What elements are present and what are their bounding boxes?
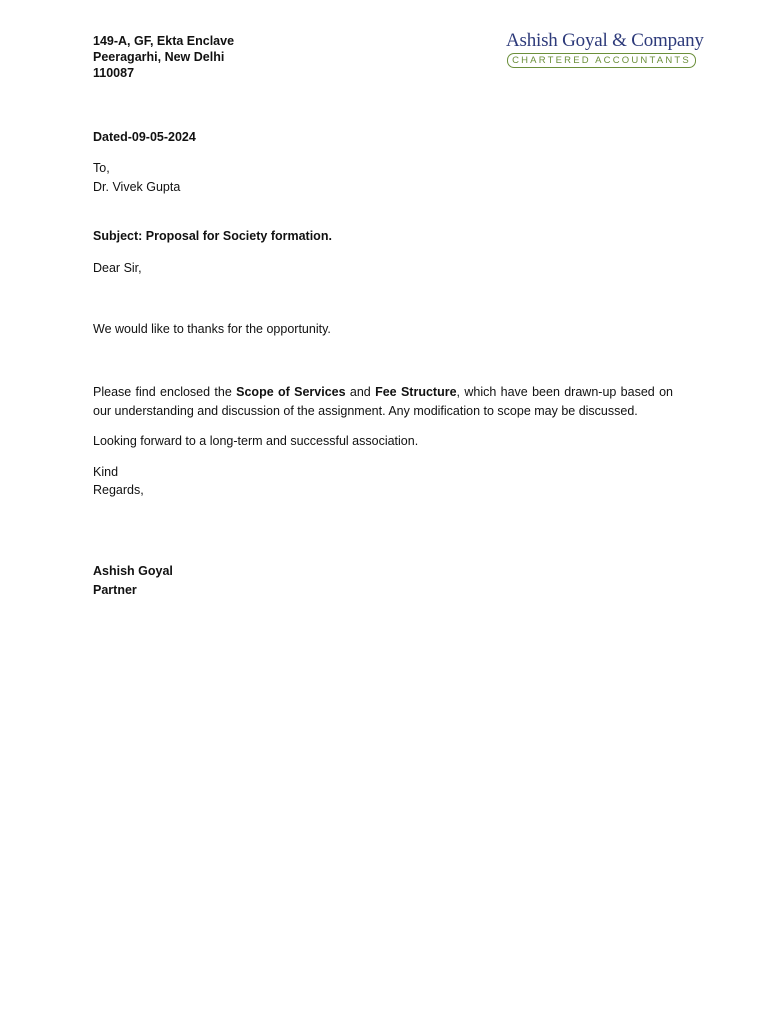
- logo-company-name: Ashish Goyal & Company: [506, 30, 704, 51]
- body-paragraph-1: We would like to thanks for the opportunity.: [93, 322, 331, 336]
- recipient-name: Dr. Vivek Gupta: [93, 180, 181, 194]
- letter-date: Dated-09-05-2024: [93, 130, 196, 144]
- letter-subject: Subject: Proposal for Society formation.: [93, 229, 332, 243]
- paragraph-2-and: and: [345, 385, 376, 399]
- paragraph-2-lead: Please find enclosed the: [93, 385, 237, 399]
- body-paragraph-3: Looking forward to a long-term and successful association.: [93, 434, 419, 448]
- logo-tagline: CHARTERED ACCOUNTANTS: [507, 53, 696, 68]
- scope-of-services-term: Scope of Services: [236, 385, 346, 399]
- to-label: To,: [93, 161, 110, 175]
- company-logo: [506, 28, 704, 72]
- signatory-name: Ashish Goyal: [93, 564, 173, 578]
- closing-line-1: Kind: [93, 465, 119, 479]
- body-paragraph-2: [93, 383, 673, 421]
- signatory-title: Partner: [93, 583, 137, 597]
- address-postal-code: 110087: [93, 66, 135, 80]
- address-line-2: Peeragarhi, New Delhi: [93, 50, 225, 64]
- address-line-1: 149-A, GF, Ekta Enclave: [93, 34, 235, 48]
- closing-line-2: Regards,: [93, 483, 144, 497]
- salutation: Dear Sir,: [93, 261, 142, 275]
- paragraph-2-rest: , which have been drawn-up based on our understanding and discussion of the assignment. Any modification to scope may be discussed.: [93, 385, 673, 418]
- fee-structure-term: Fee Structure: [375, 385, 457, 399]
